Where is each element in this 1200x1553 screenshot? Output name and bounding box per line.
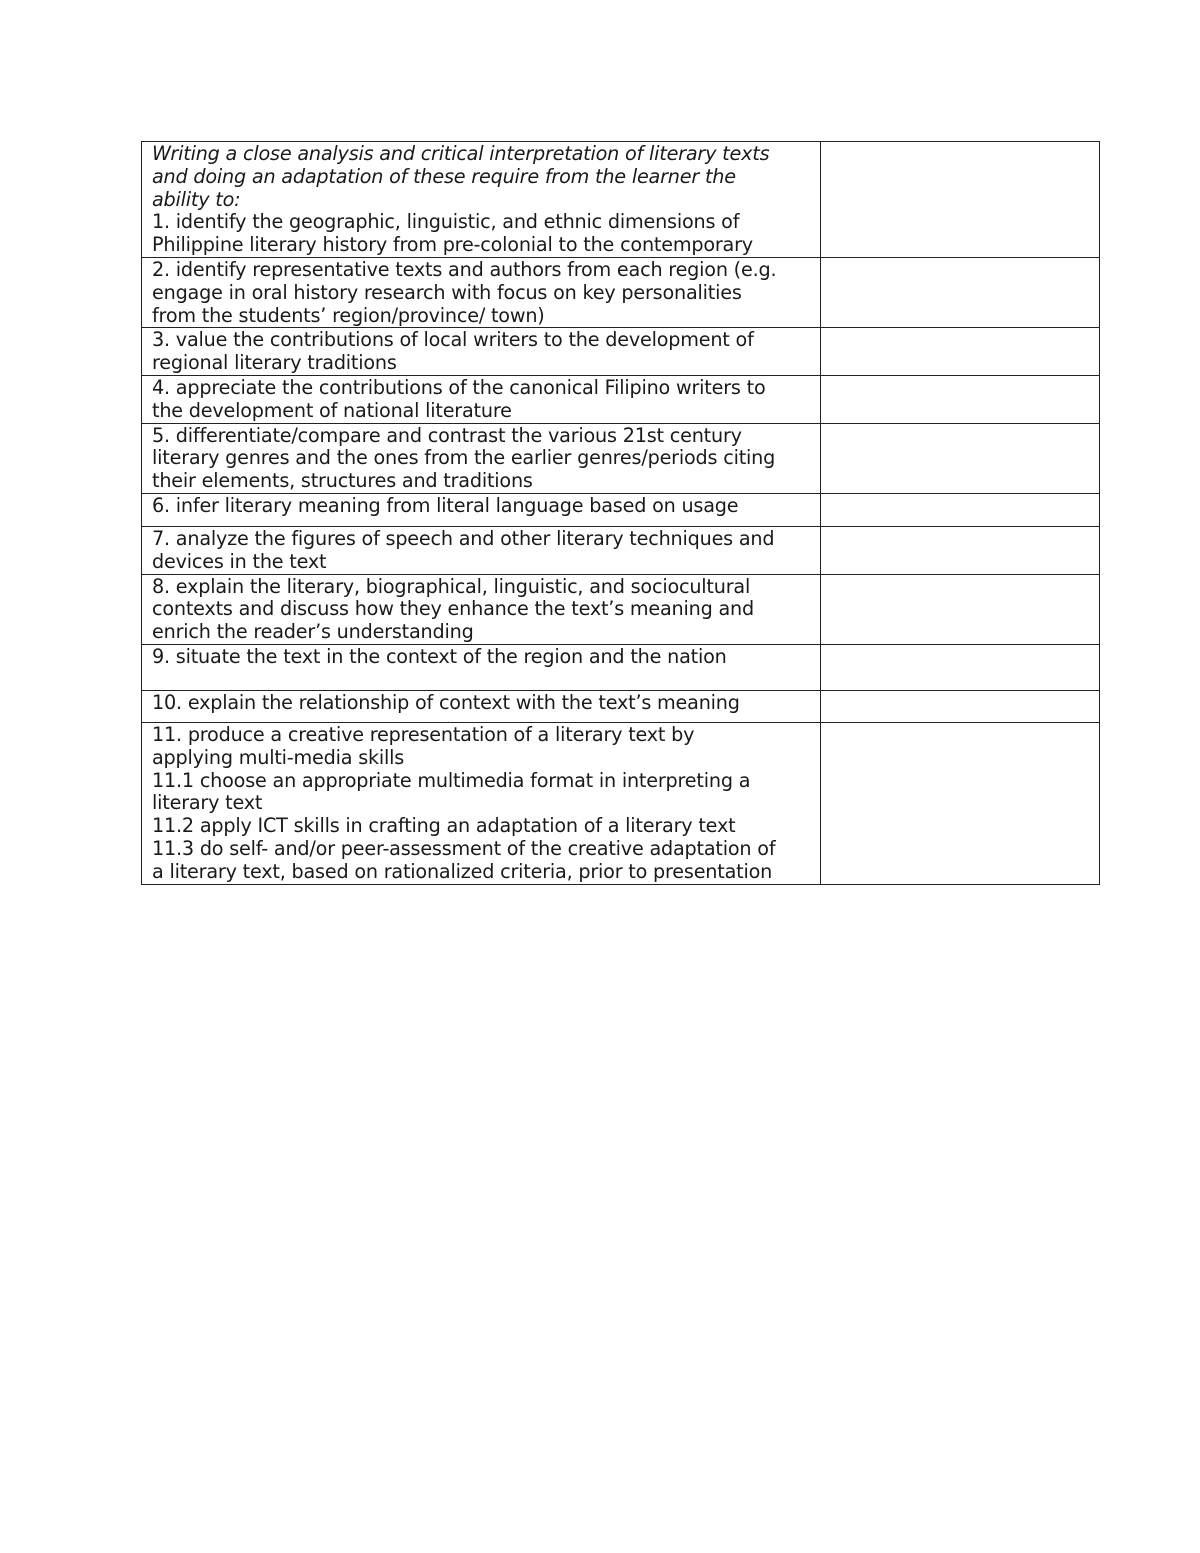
blank-response-cell bbox=[821, 328, 1100, 376]
competency-line: applying multi-media skills bbox=[152, 745, 405, 769]
competency-text-cell bbox=[142, 526, 821, 574]
blank-response-cell bbox=[821, 375, 1100, 423]
competency-text-cell bbox=[142, 375, 821, 423]
competency-line: Philippine literary history from pre-colonial to the contemporary bbox=[152, 233, 753, 257]
competency-line: devices in the text bbox=[152, 549, 327, 573]
competency-line: literary genres and the ones from the earlier genres/periods citing bbox=[152, 446, 776, 470]
competency-row bbox=[142, 722, 1100, 884]
competency-text-cell bbox=[142, 644, 821, 690]
blank-response-cell bbox=[821, 526, 1100, 574]
competency-line: 1. identify the geographic, linguistic, and ethnic dimensions of bbox=[152, 210, 740, 234]
competency-row bbox=[142, 644, 1100, 690]
competency-line: 10. explain the relationship of context with the text’s meaning bbox=[152, 690, 740, 714]
blank-response-cell bbox=[821, 574, 1100, 644]
competency-line: engage in oral history research with focus on key personalities bbox=[152, 280, 742, 304]
competency-row bbox=[142, 258, 1100, 328]
competency-line: 5. differentiate/compare and contrast the various 21st century bbox=[152, 423, 742, 447]
competency-line: 9. situate the text in the context of the region and the nation bbox=[152, 644, 727, 668]
competency-text-cell bbox=[142, 258, 821, 328]
competency-row bbox=[142, 142, 1100, 258]
competency-text-cell bbox=[142, 574, 821, 644]
competency-line: 7. analyze the figures of speech and other literary techniques and bbox=[152, 526, 775, 550]
blank-response-cell bbox=[821, 142, 1100, 258]
competency-row bbox=[142, 375, 1100, 423]
competency-line: 4. appreciate the contributions of the canonical Filipino writers to bbox=[152, 375, 766, 399]
blank-response-cell bbox=[821, 423, 1100, 493]
competency-text-cell bbox=[142, 142, 821, 258]
competency-row bbox=[142, 690, 1100, 722]
competency-line: 6. infer literary meaning from literal language based on usage bbox=[152, 493, 739, 517]
competency-row bbox=[142, 493, 1100, 526]
blank-response-cell bbox=[821, 722, 1100, 884]
blank-response-cell bbox=[821, 258, 1100, 328]
competency-text-cell bbox=[142, 328, 821, 376]
competency-row bbox=[142, 423, 1100, 493]
competency-line: regional literary traditions bbox=[152, 351, 397, 375]
competencies-table bbox=[141, 141, 1100, 885]
competency-line: 2. identify representative texts and authors from each region (e.g. bbox=[152, 258, 777, 281]
competency-row bbox=[142, 526, 1100, 574]
blank-response-cell bbox=[821, 493, 1100, 526]
competency-line: enrich the reader’s understanding bbox=[152, 620, 474, 644]
competency-text-cell bbox=[142, 423, 821, 493]
competency-row bbox=[142, 328, 1100, 376]
competency-row bbox=[142, 574, 1100, 644]
competency-line: literary text bbox=[152, 791, 263, 815]
competency-text-cell bbox=[142, 722, 821, 884]
blank-response-cell bbox=[821, 690, 1100, 722]
competency-line: their elements, structures and traditions bbox=[152, 469, 533, 493]
competency-line: the development of national literature bbox=[152, 398, 512, 422]
competency-text-cell bbox=[142, 493, 821, 526]
blank-response-cell bbox=[821, 644, 1100, 690]
competency-line: contexts and discuss how they enhance the text’s meaning and bbox=[152, 597, 754, 621]
competency-line: 11.3 do self- and/or peer-assessment of the creative adaptation of bbox=[152, 836, 776, 860]
competencies-table-body bbox=[142, 142, 1100, 885]
competency-line: 3. value the contributions of local writers to the development of bbox=[152, 328, 754, 352]
intro-line: Writing a close analysis and critical interpretation of literary texts bbox=[152, 142, 770, 165]
intro-line: ability to: bbox=[152, 187, 241, 211]
competency-line: from the students’ region/province/ town) bbox=[152, 303, 545, 327]
competency-text-cell bbox=[142, 690, 821, 722]
competency-line: 11.1 choose an appropriate multimedia format in interpreting a bbox=[152, 768, 751, 792]
intro-line: and doing an adaptation of these require from the learner the bbox=[152, 164, 736, 188]
competency-line: a literary text, based on rationalized criteria, prior to presentation bbox=[152, 859, 773, 883]
competency-line: 11. produce a creative representation of a literary text by bbox=[152, 722, 695, 746]
competency-line: 11.2 apply ICT skills in crafting an adaptation of a literary text bbox=[152, 814, 736, 838]
competency-line: 8. explain the literary, biographical, linguistic, and sociocultural bbox=[152, 574, 751, 598]
